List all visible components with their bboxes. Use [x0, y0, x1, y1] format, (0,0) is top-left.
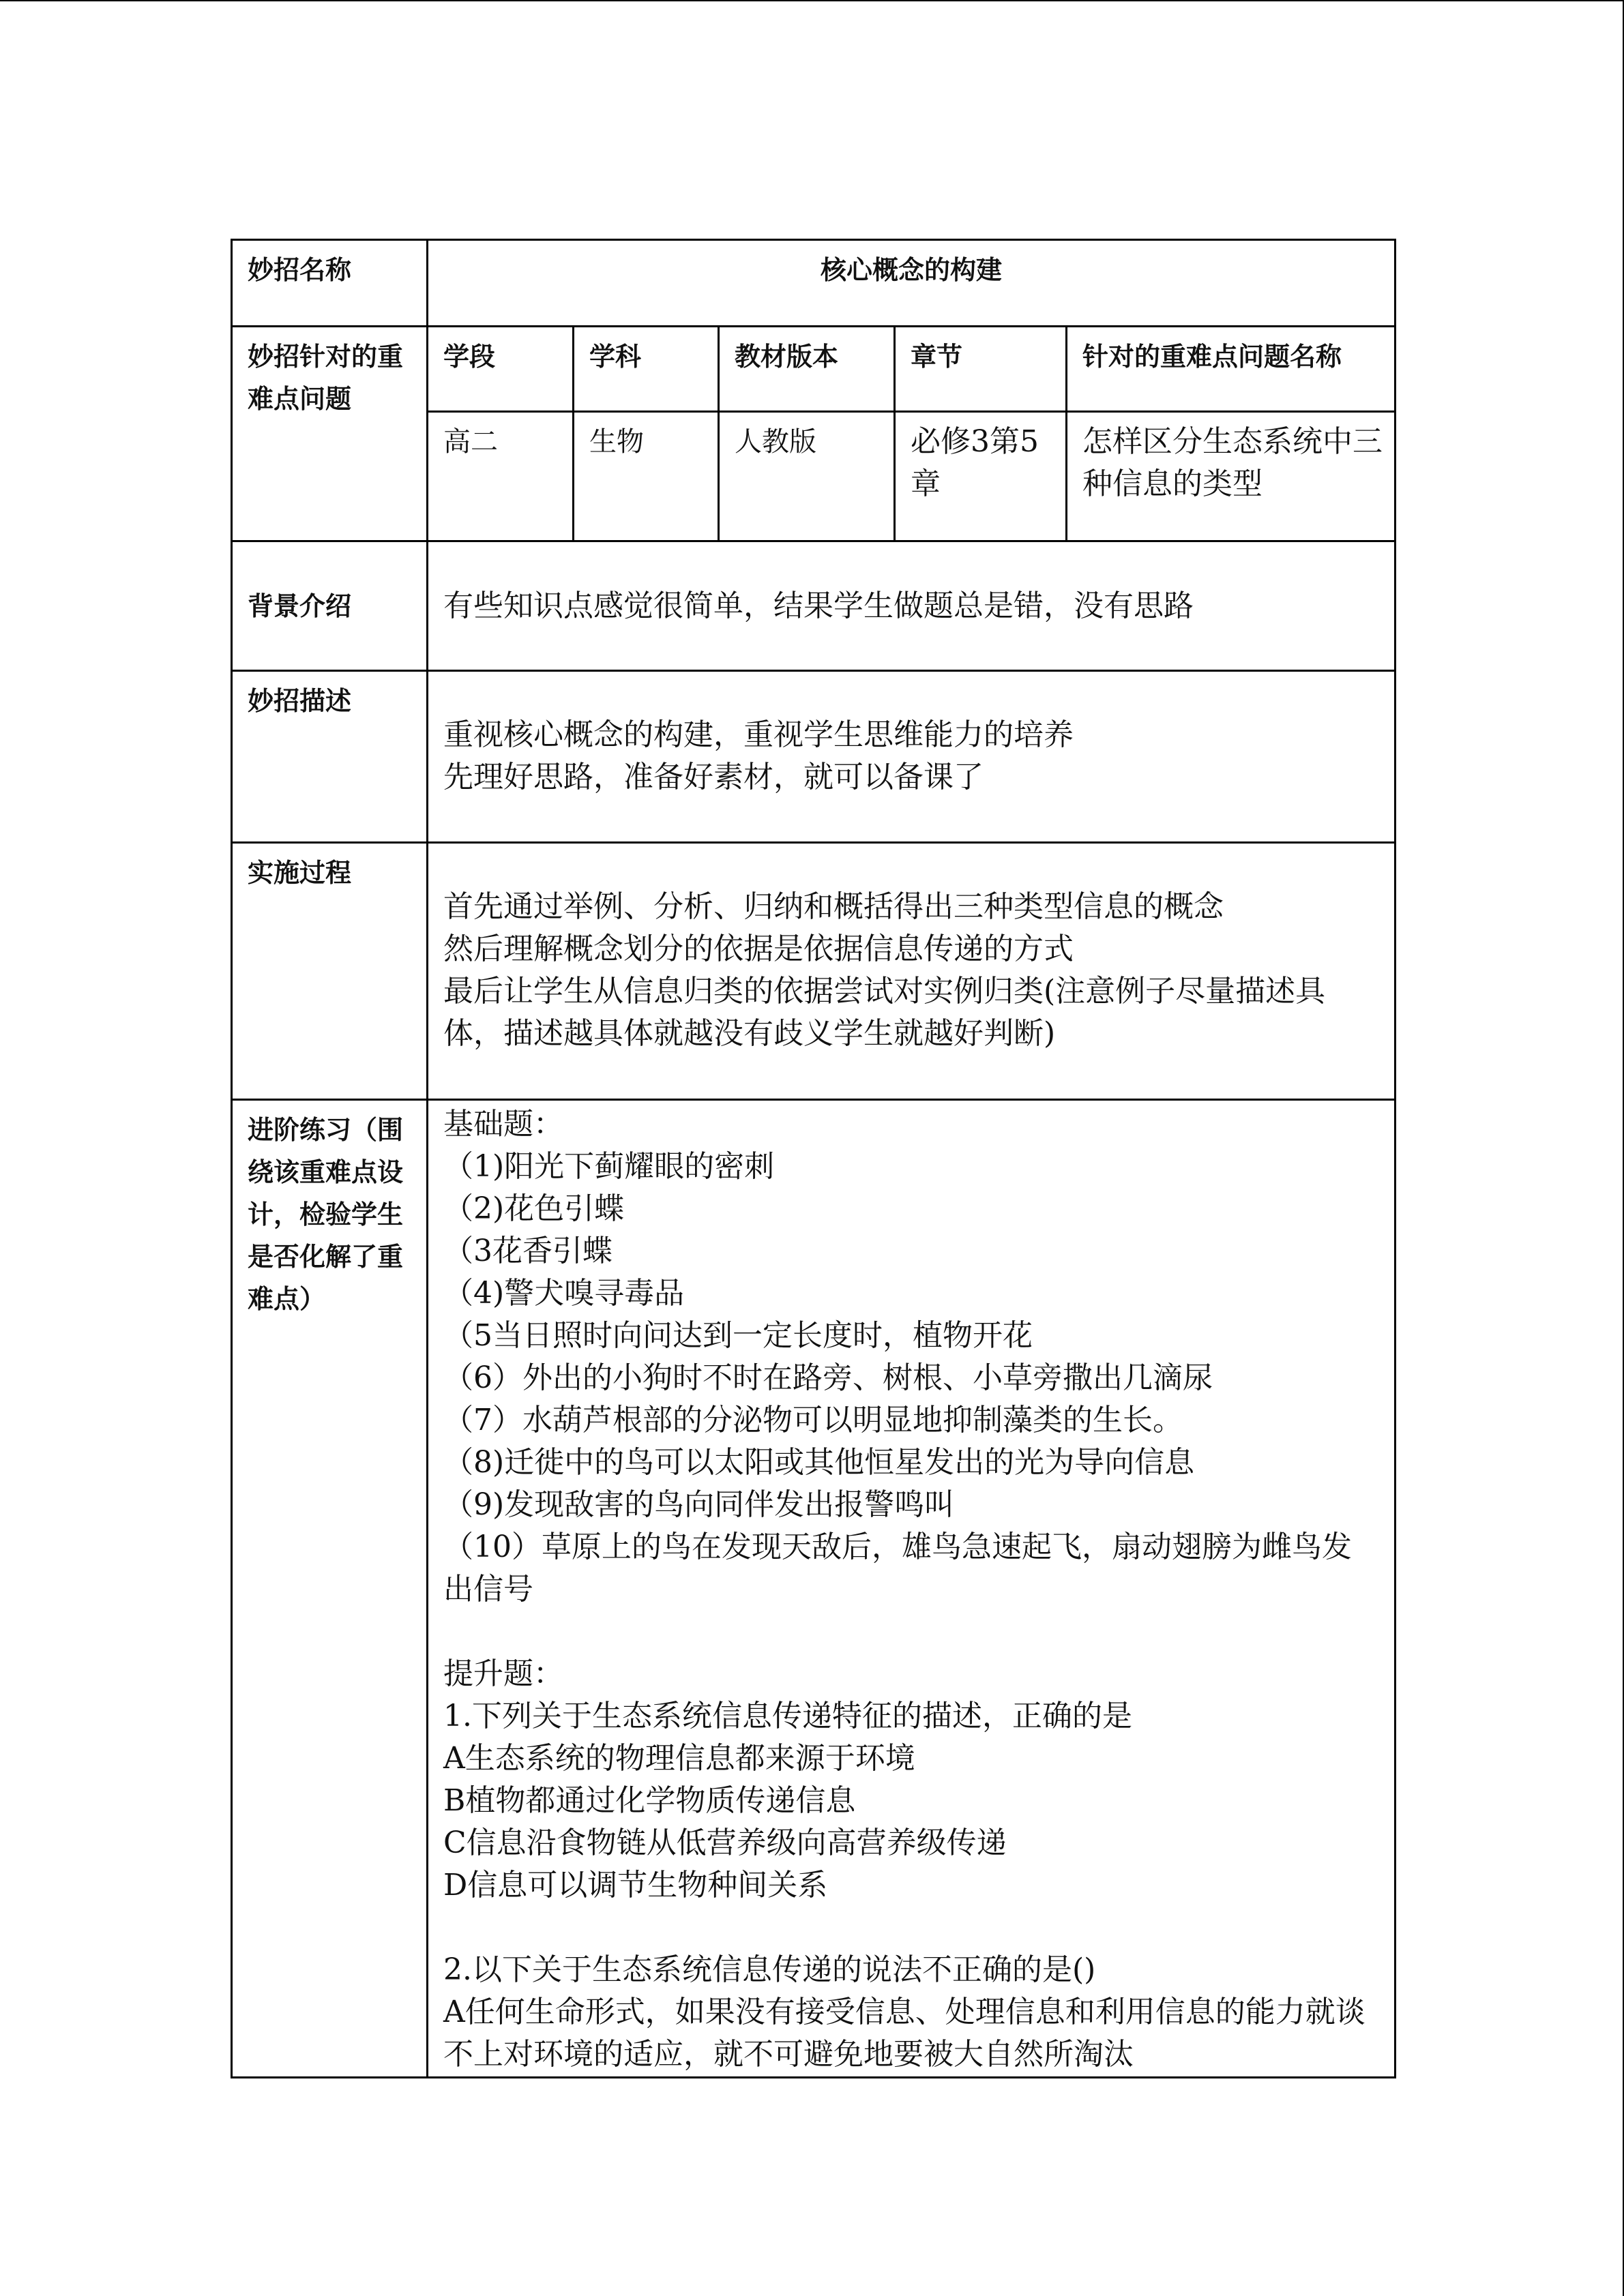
question-2: 2.以下关于生态系统信息传递的说法不正确的是()	[443, 1952, 1096, 1987]
header-chapter: 章节	[895, 327, 1067, 412]
value-chapter: 必修3第5章	[895, 412, 1067, 541]
label-name: 妙招名称	[232, 240, 428, 327]
label-target: 妙招针对的重难点问题	[232, 327, 428, 541]
basic-item: （9)发现敌害的鸟向同伴发出报警鸣叫	[443, 1487, 955, 1522]
row-background	[232, 541, 1396, 671]
label-background: 背景介绍	[232, 541, 428, 671]
spacer	[443, 1907, 1381, 1949]
lesson-form-table	[231, 239, 1396, 2078]
row-practice	[232, 1100, 1396, 2078]
basic-item: （3花香引蝶	[443, 1234, 612, 1268]
question-1-option: D信息可以调节生物种间关系	[443, 1868, 828, 1903]
basic-title: 基础题：	[443, 1107, 563, 1142]
page-title: 核心概念的构建	[428, 240, 1396, 327]
row-headers	[232, 327, 1396, 412]
background-text: 有些知识点感觉很简单，结果学生做题总是错，没有思路	[428, 541, 1396, 671]
question-1-option: C信息沿食物链从低营养级向高营养级传递	[443, 1825, 1007, 1860]
value-problem-name: 怎样区分生态系统中三种信息的类型	[1067, 412, 1396, 541]
header-stage: 学段	[428, 327, 574, 412]
basic-item: （5当日照时向问达到一定长度时，植物开花	[443, 1318, 1033, 1353]
description-line: 重视核心概念的构建，重视学生思维能力的培养	[443, 717, 1074, 752]
advanced-title: 提升题：	[443, 1656, 563, 1691]
spacer	[443, 1611, 1381, 1653]
row-description	[232, 671, 1396, 843]
basic-item: （8)迁徙中的鸟可以太阳或其他恒星发出的光为导向信息	[443, 1445, 1195, 1480]
process-line: 然后理解概念划分的依据是依据信息传递的方式	[443, 931, 1074, 966]
description-cell	[428, 671, 1396, 843]
process-line: 首先通过举例、分析、归纳和概括得出三种类型信息的概念	[443, 889, 1224, 924]
value-stage: 高二	[428, 412, 574, 541]
value-edition: 人教版	[719, 412, 895, 541]
question-1-option: B植物都通过化学物质传递信息	[443, 1783, 856, 1818]
question-1-option: A生态系统的物理信息都来源于环境	[443, 1741, 915, 1776]
label-process: 实施过程	[232, 843, 428, 1100]
header-edition: 教材版本	[719, 327, 895, 412]
practice-cell	[428, 1100, 1396, 2078]
description-line: 先理好思路，准备好素材，就可以备课了	[443, 760, 984, 794]
header-subject: 学科	[574, 327, 719, 412]
question-2-option: A任何生命形式，如果没有接受信息、处理信息和利用信息的能力就谈不上对环境的适应，就不可避免地要被大自然所淘汰	[443, 1995, 1365, 2072]
basic-item: （4)警犬嗅寻毒品	[443, 1276, 685, 1311]
value-subject: 生物	[574, 412, 719, 541]
row-name	[232, 240, 1396, 327]
process-line: 最后让学生从信息归类的依据尝试对实例归类(注意例子尽量描述具体，描述越具体就越没有歧义学生就越好判断)	[443, 974, 1326, 1051]
label-practice: 进阶练习（围绕该重难点设计，检验学生是否化解了重难点）	[232, 1100, 428, 2078]
row-process	[232, 843, 1396, 1100]
page-top-border	[0, 0, 1624, 1]
header-problem-name: 针对的重难点问题名称	[1067, 327, 1396, 412]
basic-item: （1)阳光下蓟耀眼的密刺	[443, 1149, 775, 1184]
basic-item: （6）外出的小狗时不时在路旁、树根、小草旁撒出几滴尿	[443, 1360, 1213, 1395]
question-1: 1.下列关于生态系统信息传递特征的描述，正确的是	[443, 1699, 1132, 1733]
basic-item: （7）水葫芦根部的分泌物可以明显地抑制藻类的生长。	[443, 1403, 1183, 1437]
basic-item: （2)花色引蝶	[443, 1191, 625, 1226]
process-cell	[428, 843, 1396, 1100]
basic-item: （10）草原上的鸟在发现天敌后，雄鸟急速起飞，扇动翅膀为雌鸟发出信号	[443, 1530, 1352, 1607]
label-description: 妙招描述	[232, 671, 428, 843]
